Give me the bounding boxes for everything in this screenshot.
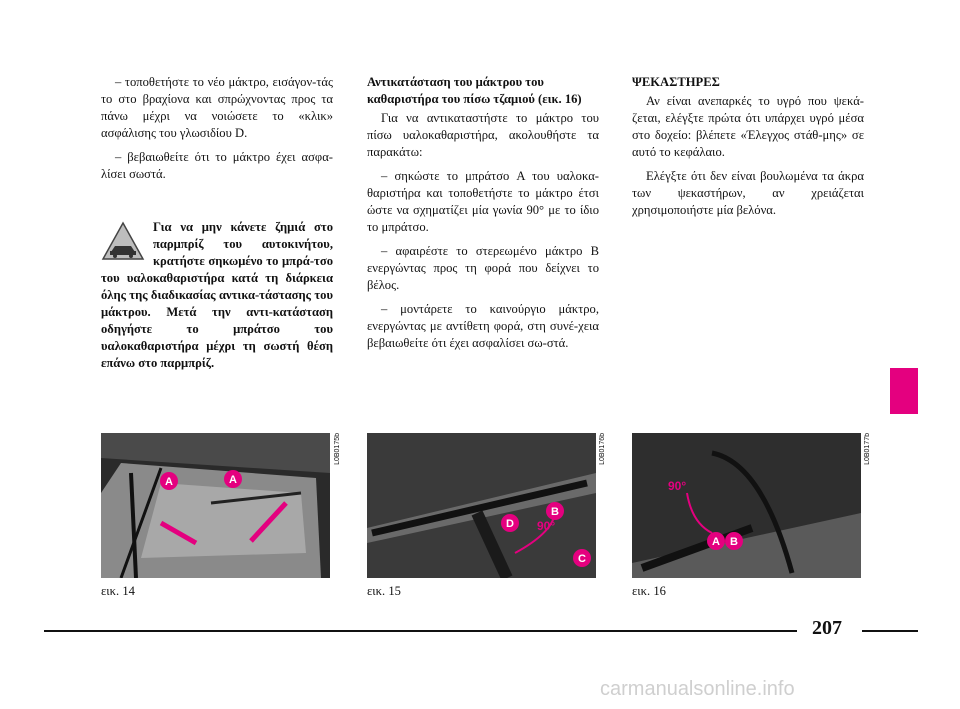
figure-14-windscreen-wipers — [101, 433, 330, 578]
footer-rule — [44, 630, 797, 632]
warning-text: Για να μην κάνετε ζημιά στο παρμπρίζ του αυτοκινήτου, κρατήστε σηκωμένο το μπρά-τσο του υαλοκαθαριστήρα κατά τη διάρκεια όλης της διαδικασίας αντικα-τάστασης του μάκτρου. Μετά την αντι-κατάσταση οδηγήστε το μπράτσο του υαλοκαθαριστήρα μέχρι τη σωστή θέση επάνω στο παρμπρίζ. — [101, 220, 333, 370]
label-a: A — [712, 536, 720, 548]
paragraph: – τοποθετήστε το νέο μάκτρο, εισάγον-τάς το στο βραχίονα και σπρώχνοντας προς τα πάνω μέχρι να νοιώσετε το «κλικ» ασφάλισης του γλωσιδίου D. — [101, 75, 333, 140]
footer-rule — [862, 630, 918, 632]
column-left — [101, 74, 333, 190]
paragraph: Για να αντικαταστήστε το μάκτρο του πίσω υαλοκαθαριστήρα, ακολουθήστε τα παρακάτω: — [367, 111, 599, 159]
figure-code: L0B0177b — [864, 433, 871, 465]
column-middle — [367, 74, 599, 359]
figure-caption: εικ. 15 — [367, 584, 401, 598]
figure-caption: εικ. 16 — [632, 584, 666, 598]
figure-code: L0B0175b — [334, 433, 341, 465]
paragraph: – βεβαιωθείτε ότι το μάκτρο έχει ασφα-λίσει σωστά. — [101, 150, 333, 181]
figure-15-wiper-blade-removal — [367, 433, 596, 578]
angle-label: 90° — [668, 479, 687, 493]
figure-16-rear-wiper — [632, 433, 861, 578]
paragraph: Αν είναι ανεπαρκές το υγρό που ψεκά-ζεται, ελέγξτε πρώτα ότι υπάρχει υγρό μέσα στο δοχείο: βλέπετε «Έλεγχος στάθ-μης» σε αυτό το κεφάλαιο. — [632, 94, 864, 159]
paragraph: – αφαιρέστε το στερεωμένο μάκτρο B ενεργώντας προς τη φορά που δείχνει το βέλος. — [367, 244, 599, 292]
paragraph: – σηκώστε το μπράτσο A του υαλοκα-θαριστήρα και τοποθετήστε το μάκτρο έτσι ώστε να σχηματίζει μία γωνία 90° με το ίδιο το μπράτσο. — [367, 169, 599, 234]
angle-label: 90° — [537, 519, 556, 533]
label-c: C — [578, 553, 586, 565]
paragraph: – μοντάρετε το καινούργιο μάκτρο, ενεργώντας με αντίθετη φορά, στη συνέ-χεια βεβαιωθείτε ότι έχει ασφαλίσει σω-στά. — [367, 302, 599, 350]
label-a-marker — [706, 531, 726, 551]
label-a: A — [165, 476, 173, 488]
label-b-marker — [545, 501, 565, 521]
label-a-marker — [223, 469, 243, 489]
car-warning-icon — [101, 221, 145, 261]
label-d: D — [506, 518, 514, 530]
page-number: 207 — [812, 617, 842, 639]
label-b: B — [551, 506, 559, 518]
label-b-marker — [724, 531, 744, 551]
watermark: carmanualsonline.info — [600, 678, 795, 700]
warning-box — [101, 219, 333, 372]
column-right — [632, 74, 864, 226]
label-a-marker — [159, 471, 179, 491]
label-b: B — [730, 536, 738, 548]
label-d-marker — [500, 513, 520, 533]
section-heading: Αντικατάσταση του μάκτρου του καθαριστήρα του πίσω τζαμιού (εικ. 16) — [367, 75, 582, 106]
figure-code: L0B0176b — [599, 433, 606, 465]
paragraph: Ελέγξτε ότι δεν είναι βουλωμένα τα άκρα των ψεκαστήρων, αν χρειάζεται χρησιμοποιήστε μία βελόνα. — [632, 169, 864, 217]
label-a: A — [229, 474, 237, 486]
section-tab — [890, 368, 918, 414]
figure-caption: εικ. 14 — [101, 584, 135, 598]
section-heading: ΨΕΚΑΣΤΗΡΕΣ — [632, 75, 720, 89]
label-c-marker — [572, 548, 592, 568]
